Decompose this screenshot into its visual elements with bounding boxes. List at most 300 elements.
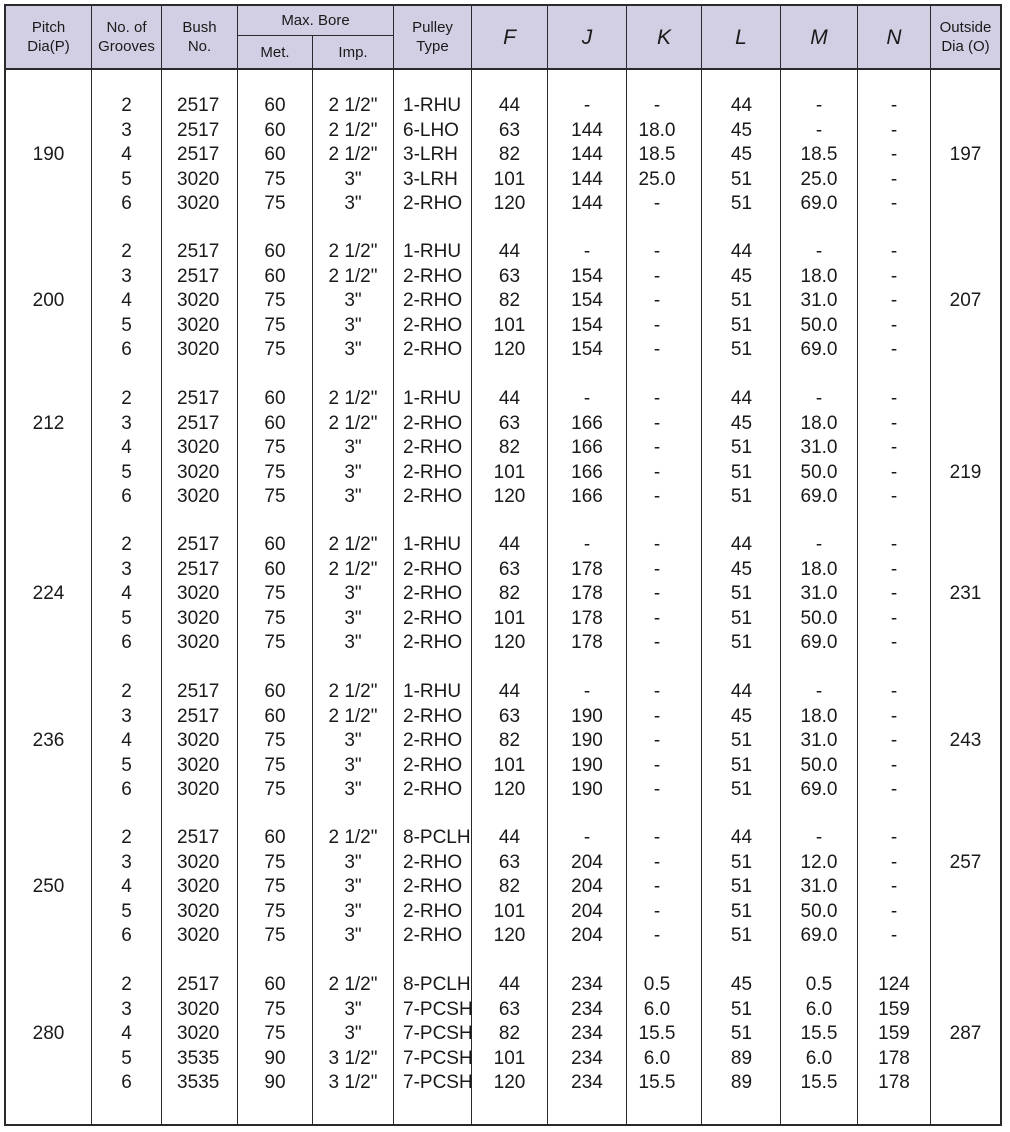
cell-n: - (890, 339, 898, 361)
cell-imp: 2 1/2" (328, 534, 378, 555)
cell-j: 204 (571, 900, 603, 922)
cell-bush-no: 2517 (177, 534, 220, 555)
cell-n-column (858, 240, 930, 363)
cell-n-column (858, 533, 930, 656)
cell-l: 51 (730, 193, 753, 215)
header-outside-dia: Outside Dia (O) (931, 6, 1000, 68)
cell-n: - (890, 705, 898, 727)
cell-n: - (890, 412, 898, 434)
cell-met: 75 (264, 339, 286, 361)
cell-n: 159 (878, 998, 910, 1020)
cell-pulley-type: 2-RHO (403, 583, 463, 605)
cell-bush-no: 3020 (177, 754, 220, 776)
cell-bush-no: 3020 (177, 998, 220, 1020)
cell-pulley-type: 1-RHU (403, 388, 462, 409)
cell-grooves: 6 (121, 632, 132, 654)
cell-imp: 2 1/2" (328, 827, 378, 848)
cell-f: 63 (498, 412, 521, 434)
cell-m-column (781, 240, 857, 363)
cell-n-column (858, 973, 930, 1096)
pitch-group (6, 240, 1000, 363)
cell-k-column (620, 826, 694, 949)
cell-j: 166 (571, 461, 603, 483)
cell-f-column (472, 680, 547, 803)
cell-f: 120 (493, 339, 526, 361)
cell-n: - (890, 388, 898, 409)
cell-k-column (620, 973, 694, 1096)
cell-met: 90 (264, 1072, 286, 1094)
cell-l: 45 (730, 144, 753, 166)
cell-met: 60 (264, 412, 286, 434)
cell-f: 82 (498, 1023, 521, 1045)
cell-l: 51 (730, 998, 753, 1020)
cell-m: 0.5 (805, 974, 833, 995)
cell-k: - (653, 265, 661, 287)
cell-m: 50.0 (800, 754, 838, 776)
cell-j: 204 (571, 925, 603, 947)
cell-pulley-type: 3-LRH (403, 144, 458, 166)
cell-m: - (815, 827, 823, 848)
cell-met: 60 (264, 558, 286, 580)
cell-bush-no: 2517 (177, 241, 220, 262)
cell-f: 101 (493, 900, 526, 922)
cell-n: - (890, 95, 898, 116)
cell-imp: 3" (344, 193, 362, 215)
cell-f: 44 (498, 827, 521, 848)
cell-met: 75 (264, 632, 286, 654)
cell-grooves: 3 (121, 119, 132, 141)
cell-bush-no-column (177, 680, 237, 803)
cell-grooves: 6 (121, 1072, 132, 1094)
cell-met: 75 (264, 607, 286, 629)
cell-bush-no: 3020 (177, 486, 220, 508)
cell-j: - (583, 681, 591, 702)
cell-n: - (890, 607, 898, 629)
header-no-of-grooves: No. of Grooves (92, 6, 161, 68)
cell-pulley-type: 2-RHO (403, 900, 463, 922)
cell-l: 51 (730, 437, 753, 459)
cell-met: 60 (264, 241, 286, 262)
outside-dia-value: 197 (949, 144, 982, 166)
cell-m: 31.0 (800, 876, 838, 898)
header-pulley-type: Pulley Type (394, 6, 471, 68)
cell-l: 44 (730, 95, 753, 116)
cell-l: 51 (730, 168, 753, 190)
cell-met: 60 (264, 534, 286, 555)
outside-dia-value: 287 (949, 1023, 982, 1045)
cell-n: - (890, 193, 898, 215)
cell-grooves: 2 (121, 241, 132, 262)
pitch-dia-value: 236 (32, 730, 65, 752)
cell-k: 6.0 (643, 998, 671, 1020)
cell-imp: 3" (344, 851, 362, 873)
cell-j: 154 (571, 290, 603, 312)
cell-k: - (653, 827, 661, 848)
pitch-group (6, 680, 1000, 803)
cell-f: 120 (493, 193, 526, 215)
pitch-group (6, 387, 1000, 510)
cell-met: 75 (264, 290, 286, 312)
cell-imp-column (313, 973, 393, 1096)
cell-k: - (653, 681, 661, 702)
cell-l: 51 (730, 607, 753, 629)
cell-f: 82 (498, 583, 521, 605)
cell-m: 15.5 (800, 1023, 838, 1045)
cell-bush-no: 3020 (177, 461, 220, 483)
cell-k: - (653, 193, 661, 215)
cell-m: 69.0 (800, 486, 838, 508)
cell-f: 120 (493, 486, 526, 508)
cell-j: 234 (571, 998, 603, 1020)
cell-l: 89 (730, 1047, 753, 1069)
pitch-dia-value: 212 (32, 412, 65, 434)
cell-grooves: 6 (121, 193, 132, 215)
cell-n: - (890, 241, 898, 262)
cell-grooves: 6 (121, 779, 132, 801)
cell-f-column (472, 826, 547, 949)
cell-pulley-type-column (403, 826, 471, 949)
cell-pulley-type: 7-PCSH (403, 1047, 473, 1069)
cell-m-column (781, 973, 857, 1096)
cell-met: 60 (264, 681, 286, 702)
cell-imp: 2 1/2" (328, 705, 378, 727)
cell-bush-no: 2517 (177, 388, 220, 409)
cell-j: 178 (571, 632, 603, 654)
cell-j: 190 (571, 730, 603, 752)
cell-met: 75 (264, 583, 286, 605)
cell-imp: 2 1/2" (328, 95, 378, 116)
cell-k-column (620, 240, 694, 363)
cell-bush-no: 3020 (177, 779, 220, 801)
cell-met: 75 (264, 193, 286, 215)
cell-l: 44 (730, 388, 753, 409)
cell-grooves-column (92, 680, 161, 803)
cell-grooves: 6 (121, 925, 132, 947)
cell-bush-no-column (177, 826, 237, 949)
cell-j: 190 (571, 754, 603, 776)
cell-bush-no: 3020 (177, 1023, 220, 1045)
pitch-dia-value: 200 (32, 290, 65, 312)
cell-bush-no: 3020 (177, 193, 220, 215)
cell-m: 6.0 (805, 1047, 833, 1069)
cell-imp: 3" (344, 632, 362, 654)
cell-j: 166 (571, 412, 603, 434)
cell-m-column (781, 387, 857, 510)
cell-f: 44 (498, 388, 521, 409)
cell-grooves: 4 (121, 144, 132, 166)
cell-f: 44 (498, 681, 521, 702)
cell-m: - (815, 534, 823, 555)
cell-pulley-type: 1-RHU (403, 681, 462, 702)
cell-imp: 3" (344, 583, 362, 605)
cell-l: 51 (730, 876, 753, 898)
cell-n-column (858, 826, 930, 949)
cell-met: 75 (264, 925, 286, 947)
cell-pulley-type: 8-PCLH (403, 827, 471, 848)
cell-pulley-type-column (403, 240, 471, 363)
cell-grooves: 4 (121, 876, 132, 898)
cell-grooves: 2 (121, 388, 132, 409)
cell-pulley-type: 2-RHO (403, 486, 463, 508)
cell-grooves: 2 (121, 95, 132, 116)
cell-bush-no: 3020 (177, 168, 220, 190)
cell-grooves: 4 (121, 583, 132, 605)
cell-k: - (653, 900, 661, 922)
cell-grooves: 2 (121, 827, 132, 848)
cell-l: 51 (730, 290, 753, 312)
cell-j: 204 (571, 851, 603, 873)
cell-imp-column (313, 94, 393, 217)
cell-j-column (548, 240, 626, 363)
pitch-dia-value: 190 (32, 144, 65, 166)
cell-k: - (653, 339, 661, 361)
pitch-group (6, 94, 1000, 217)
cell-k: - (653, 558, 661, 580)
cell-l: 45 (730, 265, 753, 287)
cell-l: 51 (730, 730, 753, 752)
cell-j: - (583, 534, 591, 555)
cell-l: 51 (730, 486, 753, 508)
cell-k: 6.0 (643, 1047, 671, 1069)
cell-imp: 2 1/2" (328, 412, 378, 434)
cell-l: 51 (730, 461, 753, 483)
cell-imp: 3" (344, 925, 362, 947)
cell-j: 234 (571, 974, 603, 995)
cell-j: - (583, 241, 591, 262)
cell-bush-no: 3020 (177, 314, 220, 336)
cell-k: - (653, 241, 661, 262)
cell-k: 15.5 (638, 1023, 676, 1045)
cell-l: 45 (730, 705, 753, 727)
cell-pulley-type: 2-RHO (403, 607, 463, 629)
cell-j: 144 (571, 193, 603, 215)
cell-pulley-type: 7-PCSH (403, 998, 473, 1020)
cell-bush-no: 3535 (177, 1072, 220, 1094)
cell-grooves: 2 (121, 974, 132, 995)
cell-f: 63 (498, 851, 521, 873)
cell-pulley-type-column (403, 387, 471, 510)
cell-bush-no: 3020 (177, 632, 220, 654)
cell-j: 154 (571, 339, 603, 361)
cell-n: - (890, 119, 898, 141)
outside-dia-value: 231 (949, 583, 982, 605)
cell-met: 60 (264, 95, 286, 116)
cell-f: 82 (498, 730, 521, 752)
header-l: L (702, 6, 780, 68)
cell-k-column (620, 387, 694, 510)
cell-l: 51 (730, 754, 753, 776)
cell-m: 50.0 (800, 607, 838, 629)
cell-k-column (620, 94, 694, 217)
cell-m: - (815, 388, 823, 409)
cell-met-column (238, 94, 312, 217)
cell-pulley-type: 1-RHU (403, 534, 462, 555)
cell-l: 51 (730, 339, 753, 361)
pulley-table (4, 4, 1002, 1126)
cell-bush-no: 3020 (177, 290, 220, 312)
cell-j: - (583, 388, 591, 409)
cell-j: - (583, 95, 591, 116)
cell-grooves-column (92, 240, 161, 363)
cell-k: - (653, 486, 661, 508)
cell-grooves: 4 (121, 730, 132, 752)
cell-m: 50.0 (800, 900, 838, 922)
cell-grooves: 5 (121, 461, 132, 483)
cell-met: 75 (264, 314, 286, 336)
cell-imp: 3 1/2" (328, 1047, 378, 1069)
cell-n: - (890, 486, 898, 508)
cell-f-column (472, 533, 547, 656)
cell-grooves: 3 (121, 265, 132, 287)
cell-f: 101 (493, 461, 526, 483)
cell-met: 60 (264, 144, 286, 166)
cell-imp: 3" (344, 876, 362, 898)
cell-pulley-type-column (403, 94, 471, 217)
cell-k: - (653, 730, 661, 752)
cell-pulley-type: 3-LRH (403, 168, 458, 190)
cell-f: 101 (493, 314, 526, 336)
cell-j: 144 (571, 168, 603, 190)
cell-imp: 3" (344, 437, 362, 459)
cell-bush-no-column (177, 240, 237, 363)
cell-pulley-type: 2-RHO (403, 437, 463, 459)
cell-met: 60 (264, 827, 286, 848)
cell-l: 89 (730, 1072, 753, 1094)
cell-pulley-type: 2-RHO (403, 339, 463, 361)
cell-imp: 3" (344, 168, 362, 190)
cell-grooves: 2 (121, 681, 132, 702)
cell-bush-no: 2517 (177, 119, 220, 141)
cell-m: 69.0 (800, 193, 838, 215)
cell-f-column (472, 387, 547, 510)
outside-dia-value: 257 (949, 851, 982, 873)
header-n: N (858, 6, 930, 68)
cell-l-column (705, 826, 778, 949)
cell-k-column (620, 680, 694, 803)
cell-met: 75 (264, 851, 286, 873)
cell-pulley-type: 6-LHO (403, 119, 459, 141)
cell-n: - (890, 437, 898, 459)
cell-l: 51 (730, 900, 753, 922)
cell-n: 178 (878, 1072, 910, 1094)
cell-m: 18.0 (800, 705, 838, 727)
cell-pulley-type: 2-RHO (403, 314, 463, 336)
cell-k: 25.0 (638, 168, 676, 190)
cell-k: 0.5 (643, 974, 671, 995)
cell-bush-no: 2517 (177, 705, 220, 727)
outside-dia-value: 207 (949, 290, 982, 312)
cell-j: 190 (571, 705, 603, 727)
cell-met: 75 (264, 168, 286, 190)
outside-dia-value: 243 (949, 730, 982, 752)
cell-n: - (890, 827, 898, 848)
cell-met-column (238, 680, 312, 803)
cell-j-column (548, 533, 626, 656)
cell-imp-column (313, 533, 393, 656)
cell-f-column (472, 973, 547, 1096)
cell-pulley-type: 2-RHO (403, 461, 463, 483)
cell-n: - (890, 681, 898, 702)
cell-f: 120 (493, 779, 526, 801)
cell-k: - (653, 876, 661, 898)
cell-grooves: 5 (121, 168, 132, 190)
cell-met: 75 (264, 730, 286, 752)
cell-k: - (653, 779, 661, 801)
cell-j: 178 (571, 583, 603, 605)
cell-l-column (705, 240, 778, 363)
header-f: F (472, 6, 547, 68)
cell-n: - (890, 754, 898, 776)
cell-pulley-type: 8-PCLH (403, 974, 471, 995)
cell-n: - (890, 730, 898, 752)
cell-l-column (705, 973, 778, 1096)
pitch-dia-value: 250 (32, 876, 65, 898)
cell-met-column (238, 533, 312, 656)
cell-met: 75 (264, 437, 286, 459)
cell-n-column (858, 387, 930, 510)
cell-met: 90 (264, 1047, 286, 1069)
cell-pulley-type: 7-PCSH (403, 1023, 473, 1045)
cell-k: - (653, 705, 661, 727)
cell-n: - (890, 558, 898, 580)
cell-j: 166 (571, 437, 603, 459)
cell-k: - (653, 925, 661, 947)
cell-j: 204 (571, 876, 603, 898)
cell-grooves: 5 (121, 314, 132, 336)
cell-j-column (548, 94, 626, 217)
cell-grooves: 5 (121, 607, 132, 629)
cell-imp: 3" (344, 486, 362, 508)
cell-j-column (548, 387, 626, 510)
cell-k: - (653, 534, 661, 555)
cell-imp: 2 1/2" (328, 119, 378, 141)
cell-met: 60 (264, 705, 286, 727)
cell-m-column (781, 826, 857, 949)
cell-k: - (653, 314, 661, 336)
cell-n: - (890, 265, 898, 287)
pitch-group (6, 533, 1000, 656)
cell-pulley-type: 7-PCSH (403, 1072, 473, 1094)
cell-grooves: 3 (121, 412, 132, 434)
cell-k: - (653, 290, 661, 312)
cell-met-column (238, 240, 312, 363)
cell-imp: 3" (344, 754, 362, 776)
cell-m: 31.0 (800, 290, 838, 312)
cell-grooves: 3 (121, 558, 132, 580)
cell-l: 44 (730, 241, 753, 262)
cell-n-column (858, 94, 930, 217)
cell-m: 18.0 (800, 265, 838, 287)
cell-grooves: 4 (121, 437, 132, 459)
cell-imp: 2 1/2" (328, 144, 378, 166)
cell-f: 44 (498, 95, 521, 116)
cell-j: 234 (571, 1023, 603, 1045)
cell-n: - (890, 851, 898, 873)
cell-l: 51 (730, 851, 753, 873)
cell-l: 51 (730, 583, 753, 605)
outside-dia-value: 219 (949, 461, 982, 483)
cell-l: 44 (730, 534, 753, 555)
cell-m: 69.0 (800, 779, 838, 801)
header-bottom-rule (6, 68, 1000, 70)
cell-j-column (548, 680, 626, 803)
cell-j: 178 (571, 558, 603, 580)
header-imp: Imp. (313, 36, 393, 68)
cell-bush-no: 3020 (177, 876, 220, 898)
cell-met: 60 (264, 388, 286, 409)
cell-l: 51 (730, 314, 753, 336)
cell-l: 45 (730, 412, 753, 434)
